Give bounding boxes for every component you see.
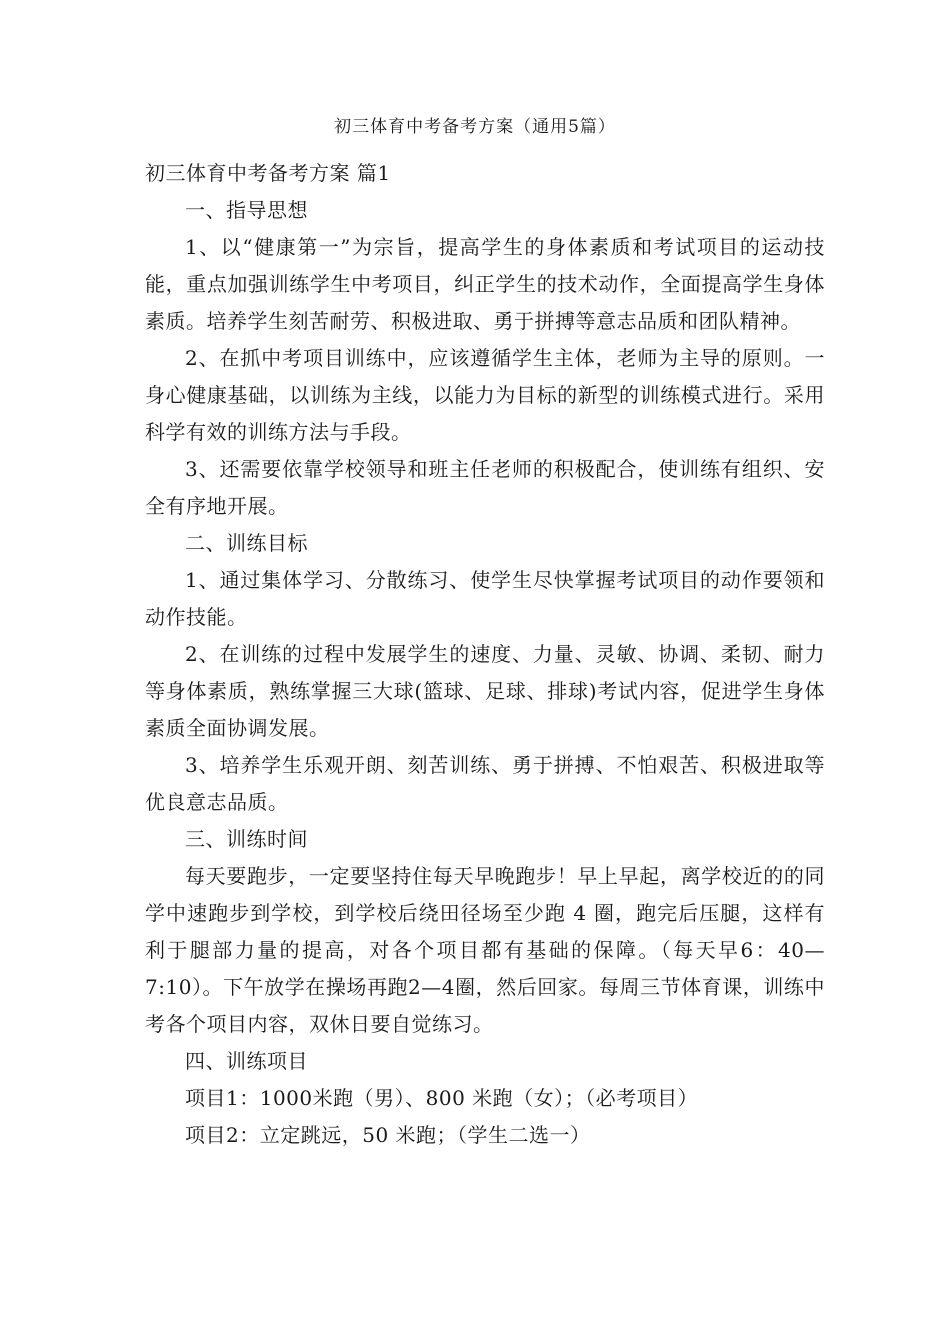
paragraph: 项目1：1000米跑（男）、800 米跑（女）；（必考项目） [185,1086,699,1110]
paragraph: 1、通过集体学习、分散练习、使学生尽快掌握考试项目的动作要领和动作技能。 [145,568,825,629]
paragraph: 2、在抓中考项目训练中，应该遵循学生主体，老师为主导的原则。一身心健康基础，以训练为主线，以能力为目标的新型的训练模式进行。采用科学有效的训练方法与手段。 [145,346,825,444]
paragraph: 项目2：立定跳远，50 米跑；（学生二选一） [185,1123,591,1147]
paragraph: 2、在训练的过程中发展学生的速度、力量、灵敏、协调、柔韧、耐力等身体素质，熟练掌握三大球(篮球、足球、排球)考试内容，促进学生身体素质全面协调发展。 [145,642,825,740]
paragraph: 3、还需要依靠学校领导和班主任老师的积极配合，使训练有组织、安全有序地开展。 [145,457,825,518]
heading-training-items: 四、训练项目 [185,1049,308,1073]
paragraph: 3、培养学生乐观开朗、刻苦训练、勇于拼搏、不怕艰苦、积极进取等优良意志品质。 [145,753,825,814]
heading-training-time: 三、训练时间 [185,827,308,851]
heading-training-goals: 二、训练目标 [185,531,308,555]
paragraph: 1、以“健康第一”为宗旨，提高学生的身体素质和考试项目的运动技能，重点加强训练学生中考项目，纠正学生的技术动作，全面提高学生身体素质。培养学生刻苦耐劳、积极进取、勇于拼搏等意志品质和团队精神。 [145,235,825,333]
paragraph: 每天要跑步，一定要坚持住每天早晚跑步！早上早起，离学校近的的同学中速跑步到学校，到学校后绕田径场至少跑 4 圈，跑完后压腿，这样有利于腿部力量的提高，对各个项目都有基础的保障。（每天早6：40—7:10）。下午放学在操场再跑2—4圈，然后回家。每周三节体育课，训练中考各个项目内容，双休日要自觉练习。 [145,864,825,1036]
document-title: 初三体育中考备考方案（通用5篇） [334,117,616,137]
section-title: 初三体育中考备考方案 篇1 [145,161,391,185]
document-body [145,155,825,1154]
heading-guiding-ideology: 一、指导思想 [185,198,308,222]
